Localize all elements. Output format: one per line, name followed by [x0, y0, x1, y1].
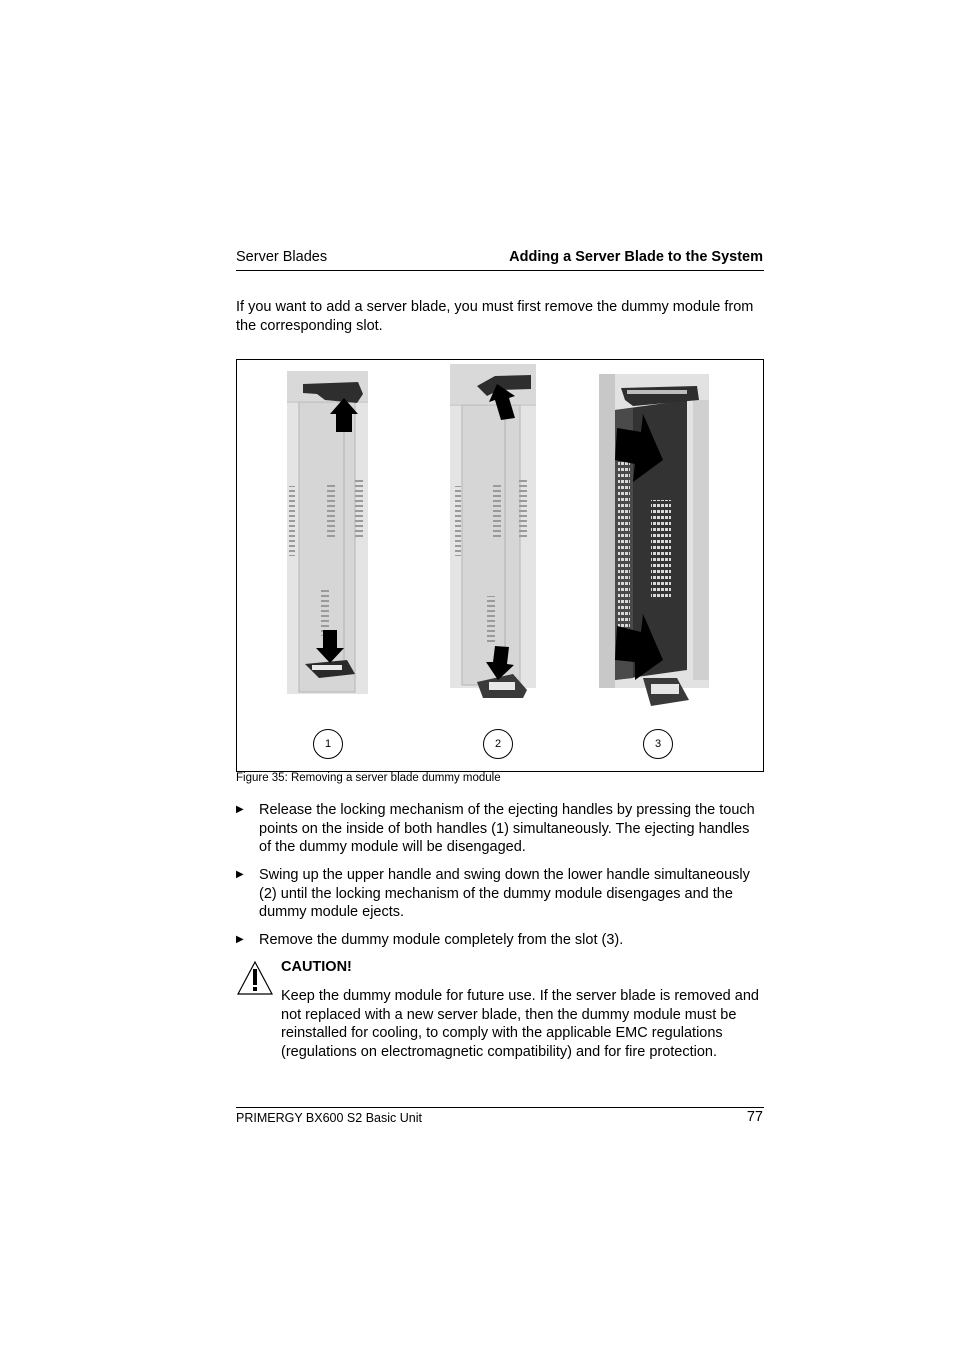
- instruction-step-text: Remove the dummy module completely from the slot (3).: [259, 932, 624, 948]
- step-label-2: 2: [483, 729, 513, 759]
- instruction-step: [236, 801, 766, 857]
- figure-frame: [236, 359, 764, 772]
- caution-title: CAUTION!: [281, 959, 352, 975]
- step-2-illustration: [450, 364, 536, 698]
- figure-caption: Figure 35: Removing a server blade dummy module: [236, 772, 501, 784]
- step-label-1: 1: [313, 729, 343, 759]
- instruction-step: [236, 931, 766, 951]
- dummy-module-removal-illustration: [237, 360, 763, 771]
- bullet-arrow-icon: ▶: [236, 869, 244, 880]
- step-1-illustration: [287, 371, 368, 694]
- footer-product: PRIMERGY BX600 S2 Basic Unit: [236, 1111, 422, 1125]
- instruction-step-text: Release the locking mechanism of the ejecting handles by pressing the touch points on the inside of both handles (1) simultaneously. The ejecting handles of the dummy module will be disengaged.: [259, 802, 755, 855]
- step-label-3: 3: [643, 729, 673, 759]
- instruction-step-text: Swing up the upper handle and swing down the lower handle simultaneously (2) until the locking mechanism of the dummy module disengages and the dummy module ejects.: [259, 867, 750, 920]
- instruction-step: [236, 866, 766, 922]
- step-3-illustration: [599, 374, 709, 706]
- header-rule: [236, 270, 764, 271]
- running-header-section: Server Blades: [236, 249, 328, 265]
- caution-body: Keep the dummy module for future use. If the server blade is removed and not replaced with a new server blade, then the dummy module must be reinstalled for cooling, to comply with the applicable EMC regulations (regulations on electromagnetic compatibility) and for fire protection.: [281, 988, 759, 1060]
- running-header-title: Adding a Server Blade to the System: [509, 249, 763, 265]
- bullet-arrow-icon: ▶: [236, 804, 244, 815]
- footer-rule: [236, 1107, 764, 1108]
- intro-paragraph: If you want to add a server blade, you must first remove the dummy module from the corresponding slot.: [236, 299, 754, 334]
- page-number: 77: [746, 1109, 763, 1125]
- warning-triangle-icon: [236, 960, 274, 996]
- bullet-arrow-icon: ▶: [236, 934, 244, 945]
